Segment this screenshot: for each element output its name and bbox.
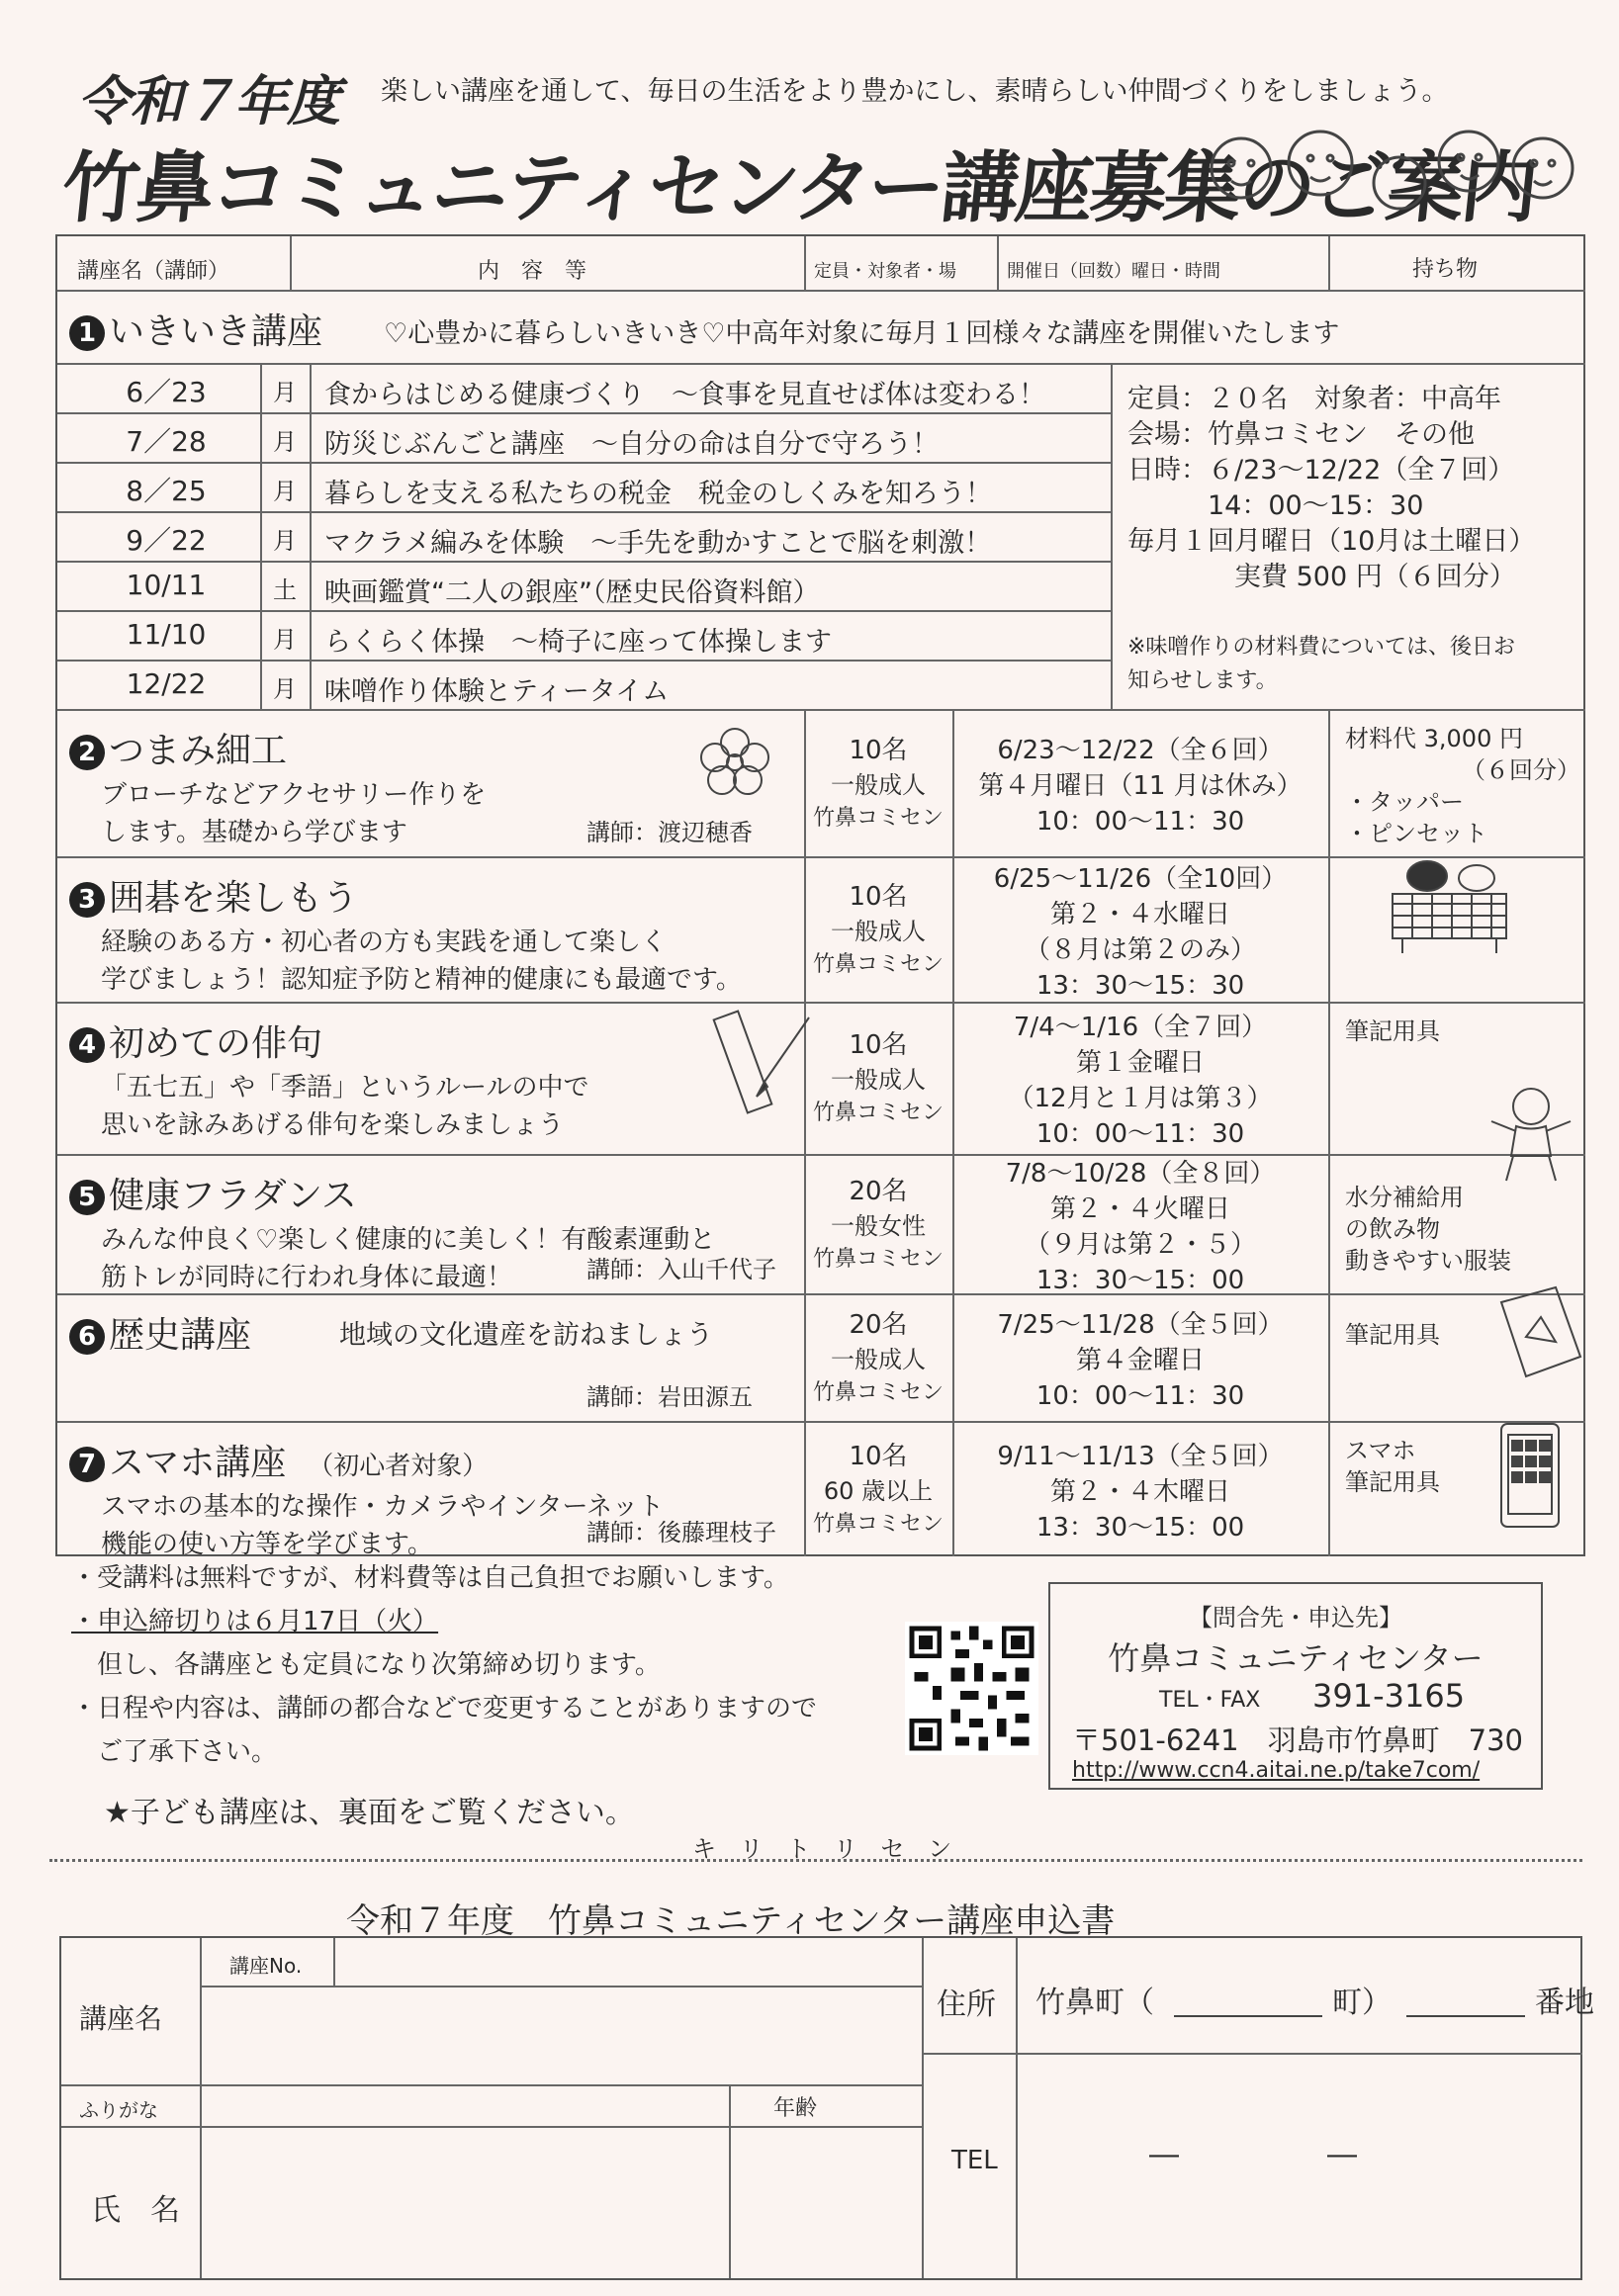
course-item: 筆記用具 [1345, 1321, 1440, 1349]
course-capacity: 竹鼻コミセン [812, 805, 944, 831]
name-field[interactable] [205, 2130, 724, 2274]
course-heading [69, 1307, 251, 1358]
notes-list [71, 1556, 817, 1774]
course-name-field[interactable] [205, 1991, 917, 2080]
address-number-field[interactable] [1406, 1982, 1525, 2017]
course-heading [69, 1168, 357, 1218]
course-capacity: 一般成人 [831, 917, 926, 945]
course-no-label: 講座No. [229, 1954, 303, 1978]
address-suffix: 番地 [1535, 1986, 1594, 2020]
people-illustration-icon [1202, 114, 1587, 232]
furigana-field[interactable] [205, 2088, 724, 2122]
course-item: の飲み物 [1345, 1215, 1440, 1243]
row-divider [57, 1002, 1585, 1004]
course-capacity: 10名 [849, 881, 908, 912]
row-divider [57, 462, 1111, 464]
header-schedule: 開催日（回数）曜日・時間 [1007, 261, 1220, 282]
address-town-field[interactable] [1174, 1982, 1322, 2017]
course-lecturer: 講師：入山千代子 [586, 1256, 776, 1283]
course-item: （６回分） [1462, 756, 1580, 784]
course-schedule: 10：00～11：30 [1035, 1119, 1245, 1149]
ikiiki-content: 食からはじめる健康づくり ～食事を見直せば体は変わる！ [324, 380, 1045, 410]
course-no-field[interactable] [338, 1942, 917, 1982]
course-schedule: 第２・４木曜日 [1049, 1476, 1230, 1507]
contact-name: 竹鼻コミュニティセンター [1108, 1639, 1484, 1677]
ikiiki-info-line: 毎月１回月曜日（10月は土曜日） [1127, 526, 1536, 557]
course-capacity: 竹鼻コミセン [812, 1379, 944, 1405]
ikiiki-note-line: ※味噌作りの材料費については、後日お [1127, 635, 1515, 660]
course-capacity: 竹鼻コミセン [812, 1511, 944, 1537]
note-deadline: ・申込締切りは６月17日（火） [71, 1607, 439, 1636]
tel-dash: ― [1149, 2138, 1179, 2172]
course-note: （初心者対象） [308, 1452, 489, 1481]
course-title: スマホ講座 [109, 1443, 287, 1483]
course-capacity: 10名 [849, 1030, 908, 1060]
ikiiki-day: 土 [273, 576, 297, 604]
ikiiki-date: 7／28 [126, 425, 207, 458]
course-desc: 機能の使い方等を学びます。 [101, 1530, 433, 1559]
ikiiki-day: 月 [273, 428, 297, 456]
course-number-badge: 2 [69, 735, 105, 770]
ikiiki-date: 11/10 [126, 618, 207, 651]
course-schedule: 第４月曜日（11 月は休み） [978, 770, 1303, 801]
ikiiki-day: 月 [273, 478, 297, 505]
note-line: ご了承下さい。 [71, 1737, 278, 1767]
row-divider [57, 511, 1111, 513]
course-title: つまみ細工 [109, 731, 288, 771]
tel-field[interactable] [1026, 2062, 1574, 2269]
course-capacity: 一般成人 [831, 1066, 926, 1094]
course-capacity: 20名 [849, 1176, 908, 1206]
note-line: ・受講料は無料ですが、材料費等は自己負担でお願いします。 [71, 1563, 789, 1593]
note-line: 但し、各講座とも定員になり次第締め切ります。 [71, 1650, 661, 1680]
course-capacity: 竹鼻コミセン [812, 1246, 944, 1272]
course-desc: みんな仲良く♡楽しく健康的に美しく！有酸素運動と [101, 1225, 716, 1255]
course-schedule: 13：30～15：30 [1035, 970, 1245, 1001]
course-name-label: 講座名 [79, 2002, 163, 2035]
smartphone-icon [1496, 1421, 1566, 1530]
course-schedule: 6/25～11/26（全10回） [993, 863, 1288, 894]
application-form [59, 1936, 1594, 2280]
contact-address: 〒501-6241 羽島市竹鼻町 730 [1072, 1723, 1523, 1757]
row-divider [57, 561, 1111, 563]
course-desc: スマホの基本的な操作・カメラやインターネット [101, 1492, 665, 1522]
hula-dancer-icon [1482, 1082, 1580, 1191]
ikiiki-info-line: 14：00～15：30 [1127, 490, 1424, 521]
name-label: 氏 名 [91, 2193, 180, 2228]
header-capacity: 定員・対象者・場 [814, 261, 956, 282]
course-number-badge: 6 [69, 1319, 105, 1355]
course-desc: 学びましょう！認知症予防と精神的健康にも最適です。 [101, 965, 742, 995]
course-desc: 「五七五」や「季語」というルールの中で [101, 1073, 589, 1103]
cut-line [49, 1859, 1582, 1862]
page-title: 竹鼻コミュニティセンター講座募集のご案内 [57, 144, 1541, 233]
course-schedule: （12月と１月は第３） [1008, 1084, 1273, 1113]
course-lecturer: 講師：渡辺穂香 [586, 819, 753, 846]
course-schedule: 10：00～11：30 [1035, 1380, 1245, 1411]
children-note: ★子ども講座は、裏面をご覧ください。 [104, 1796, 635, 1830]
ikiiki-date: 10/11 [126, 569, 207, 601]
course-title: 歴史講座 [109, 1315, 252, 1356]
ikiiki-content: 暮らしを支える私たちの税金 税金のしくみを知ろう！ [324, 479, 992, 509]
age-field[interactable] [734, 2130, 917, 2274]
header-items: 持ち物 [1412, 257, 1479, 282]
go-board-icon [1383, 854, 1516, 958]
header-name: 講座名（講師） [77, 259, 230, 284]
course-item: ・ピンセット [1345, 820, 1487, 847]
address-prefix: 竹鼻町（ [1035, 1986, 1154, 2020]
address-mid: 町） [1332, 1986, 1392, 2020]
book-icon [1496, 1282, 1585, 1381]
ikiiki-info-line: 実費 500 円（６回分） [1127, 562, 1516, 592]
course-capacity: 一般成人 [831, 1345, 926, 1373]
ikiiki-title: いきいき講座 [109, 311, 323, 352]
ikiiki-day: 月 [273, 527, 297, 555]
course-capacity: 竹鼻コミセン [812, 1101, 944, 1125]
course-number-badge: 1 [69, 315, 105, 351]
age-label: 年齢 [773, 2096, 818, 2121]
course-number-badge: 7 [69, 1447, 105, 1482]
course-capacity: 10名 [849, 1441, 908, 1471]
ikiiki-note-line: 知らせします。 [1127, 668, 1278, 693]
course-desc: 思いを詠みあげる俳句を楽しみましょう [101, 1110, 565, 1140]
tanzaku-brush-icon [705, 1008, 814, 1116]
course-lecturer: 講師：後藤理枝子 [586, 1519, 776, 1546]
course-heading [69, 723, 287, 773]
course-schedule: 10：00～11：30 [1035, 806, 1245, 837]
course-schedule: 13：30～15：00 [1035, 1512, 1245, 1543]
course-item: 筆記用具 [1345, 1017, 1440, 1045]
course-heading [69, 1016, 322, 1066]
contact-url[interactable]: http://www.ccn4.aitai.ne.p/take7com/ [1072, 1758, 1481, 1783]
ikiiki-info-line: 定員：２０名 対象者：中高年 [1127, 384, 1501, 414]
course-number-badge: 4 [69, 1027, 105, 1063]
course-schedule: 7/8～10/28（全８回） [1005, 1158, 1276, 1189]
course-desc: 地域の文化遺産を訪ねましょう [339, 1320, 713, 1351]
course-heading [69, 1435, 488, 1485]
course-schedule: 第１金曜日 [1075, 1048, 1205, 1078]
course-item: 水分補給用 [1345, 1184, 1464, 1211]
contact-label: 【問合先・申込先】 [1189, 1604, 1402, 1632]
course-schedule: （９月は第２・５） [1024, 1229, 1256, 1260]
contact-tel-label: TEL・FAX [1159, 1688, 1261, 1713]
form-title: 令和７年度 竹鼻コミュニティセンター講座申込書 [346, 1901, 1116, 1941]
course-schedule: 第２・４火曜日 [1049, 1193, 1230, 1224]
course-desc: 筋トレが同時に行われ身体に最適！ [101, 1263, 513, 1292]
row-divider [57, 610, 1111, 612]
header-content: 内 容 等 [478, 259, 587, 284]
row-divider [57, 412, 1111, 414]
course-number-badge: 3 [69, 882, 105, 918]
course-capacity: 10名 [849, 735, 908, 765]
cut-line-label: キ リ ト リ セ ン [692, 1835, 960, 1863]
furigana-label: ふりがな [79, 2098, 158, 2122]
ikiiki-info-line: 日時：６/23～12/22（全７回） [1127, 455, 1515, 486]
course-title: 囲碁を楽しもう [109, 878, 359, 919]
course-item: 動きやすい服装 [1345, 1247, 1511, 1275]
course-schedule: 6/23～12/22（全６回） [997, 735, 1284, 765]
row-divider [57, 856, 1585, 858]
row-divider [57, 1421, 1585, 1423]
contact-box [1048, 1582, 1543, 1790]
course-heading [69, 870, 358, 921]
course-schedule: 第２・４水曜日 [1049, 899, 1230, 929]
course-desc: します。基礎から学びます [101, 818, 407, 847]
ikiiki-content: 映画鑑賞“二人の銀座”（歴史民俗資料館） [324, 577, 820, 608]
ikiiki-heading [69, 304, 322, 354]
address-label: 住所 [937, 1987, 996, 2022]
year-label: 令和７年度 [77, 70, 339, 132]
row-divider [57, 660, 1111, 662]
ikiiki-date: 8／25 [126, 475, 207, 507]
course-schedule: 7/4～1/16（全７回） [1013, 1013, 1268, 1042]
row-divider [57, 1293, 1585, 1295]
tel-dash: ― [1327, 2138, 1357, 2172]
row-divider [57, 1154, 1585, 1156]
ikiiki-day: 月 [273, 675, 297, 703]
course-item: ・タッパー [1345, 788, 1464, 816]
ikiiki-info-line: 会場：竹鼻コミセン その他 [1127, 419, 1475, 450]
course-title: 健康フラダンス [109, 1176, 357, 1216]
flower-icon [690, 718, 779, 807]
course-capacity: 60 歳以上 [823, 1476, 934, 1505]
course-schedule: 第４金曜日 [1075, 1345, 1205, 1375]
course-capacity: 一般成人 [831, 770, 926, 799]
ikiiki-subtitle: ♡心豊かに暮らしいきいき♡中高年対象に毎月１回様々な講座を開催いたします [384, 318, 1340, 349]
course-schedule: 9/11～11/13（全５回） [997, 1441, 1284, 1471]
tel-label: TEL [951, 2146, 998, 2175]
qr-code-icon [905, 1622, 1038, 1755]
course-schedule: （８月は第２のみ） [1024, 934, 1256, 965]
course-item: 筆記用具 [1345, 1468, 1440, 1496]
course-number-badge: 5 [69, 1180, 105, 1215]
ikiiki-content: マクラメ編みを体験 ～手先を動かすことで脳を刺激！ [324, 528, 992, 559]
course-table [55, 234, 1585, 1559]
course-capacity: 20名 [849, 1309, 908, 1340]
course-capacity: 竹鼻コミセン [812, 951, 944, 977]
note-line: ・日程や内容は、講師の都合などで変更することがありますので [71, 1694, 818, 1723]
ikiiki-day: 月 [273, 379, 297, 406]
course-item: 材料代 3,000 円 [1345, 725, 1523, 752]
course-schedule: 7/25～11/28（全５回） [997, 1309, 1284, 1340]
ikiiki-date: 9／22 [126, 524, 207, 557]
contact-tel: 391-3165 [1312, 1677, 1466, 1715]
ikiiki-date: 6／23 [126, 376, 207, 408]
course-desc: 経験のある方・初心者の方も実践を通して楽しく [101, 927, 668, 957]
course-desc: ブローチなどアクセサリー作りを [101, 780, 487, 810]
ikiiki-content: 味噌作り体験とティータイム [324, 676, 670, 707]
ikiiki-content: 防災じぶんごと講座 ～自分の命は自分で守ろう！ [324, 429, 939, 460]
course-lecturer: 講師：岩田源五 [586, 1383, 753, 1411]
ikiiki-day: 月 [273, 626, 297, 654]
lead-text: 楽しい講座を通して、毎日の生活をより豊かにし、素晴らしい仲間づくりをしましょう。 [381, 76, 1449, 107]
ikiiki-date: 12/22 [126, 667, 207, 700]
course-schedule: 13：30～15：00 [1035, 1265, 1245, 1295]
ikiiki-content: らくらく体操 ～椅子に座って体操します [324, 627, 832, 658]
course-title: 初めての俳句 [109, 1023, 323, 1064]
course-capacity: 一般女性 [831, 1211, 926, 1240]
course-item: スマホ [1345, 1437, 1416, 1464]
